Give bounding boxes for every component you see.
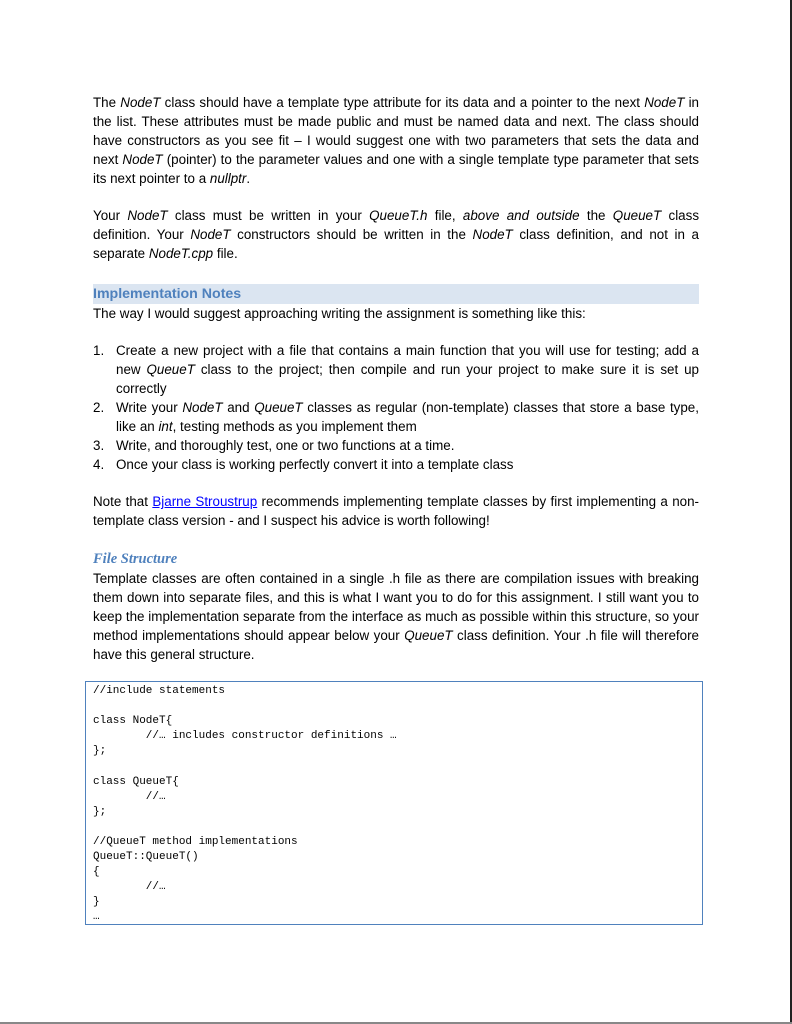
implementation-notes-heading: Implementation Notes [93, 284, 699, 304]
nodet-description-paragraph: The NodeT class should have a template type attribute for its data and a pointer to the next NodeT in the list. These attributes must be made public and must be named data and next. The class should have constructors as you see fit – I would suggest one with two parameters that sets the data and next NodeT (pointer) to the parameter values and one with a single template type parameter that sets its next pointer to a nullptr. [93, 95, 700, 186]
bjarne-stroustrup-link[interactable]: Bjarne Stroustrup [152, 494, 258, 509]
list-item: 3. Write, and thoroughly test, one or two functions at a time. [93, 438, 455, 453]
list-item: 4. Once your class is working perfectly convert it into a template class [93, 457, 514, 472]
file-structure-paragraph: Template classes are often contained in a single .h file as there are compilation issues with breaking them down into separate files, and this is what I want you to do for this assignment. I still want you to keep the implementation separate from the interface as much as possible within this structure, so your method implementations should appear below your QueueT class definition. Your .h file will therefore have this general structure. [93, 571, 699, 662]
implementation-intro: The way I would suggest approaching writing the assignment is something like this: [93, 306, 586, 321]
list-item: 2. Write your NodeT and QueueT classes as regular (non-template) classes that store a base type, like an int, testing methods as you implement them [93, 400, 699, 434]
file-structure-heading: File Structure [93, 551, 178, 567]
nodet-location-paragraph: Your NodeT class must be written in your QueueT.h file, above and outside the QueueT class definition. Your NodeT constructors should be written in the NodeT class definition, and not in a separate NodeT.cpp file. [93, 208, 700, 261]
document-body [93, 93, 699, 664]
stroustrup-note-paragraph: Note that Bjarne Stroustrup recommends implementing template classes by first implementing a non-template class version - and I suspect his advice is worth following! [93, 494, 700, 528]
code-block [85, 681, 703, 925]
list-item: 1. Create a new project with a file that contains a main function that you will use for testing; add a new QueueT class to the project; then compile and run your project to make sure it is set up correctly [93, 343, 700, 396]
steps-list [93, 341, 699, 474]
code-listing: //include statements class NodeT{ //… includes constructor definitions … }; class QueueT{ //… }; //QueueT method implementations QueueT::QueueT() { //… } … [93, 685, 397, 924]
